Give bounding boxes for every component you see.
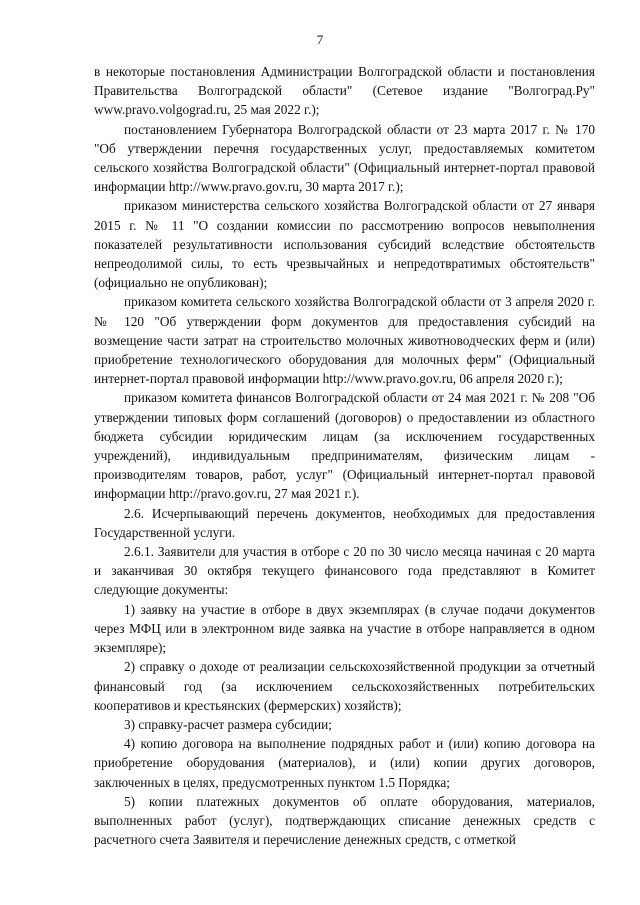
paragraph-governor-decree: постановлением Губернатора Волгоградской области от 23 марта 2017 г. № 170 "Об утверждении перечня государственных услуг, предоставляемых комитетом сельского хозяйства Волгоградской области" (Официальный интернет-портал правовой информации http://www.pravo.gov.ru, 30 марта 2017 г.); [94,121,595,195]
section-2-6-1: 2.6.1. Заявители для участия в отборе с 20 по 30 число месяца начиная с 20 марта и заканчивая 30 октября текущего финансового года представляют в Комитет следующие документы: [94,544,595,598]
paragraph-ministry-order: приказом министерства сельского хозяйства Волгоградской области от 27 января 2015 г. № 11 "О создании комиссии по рассмотрению вопросов невыполнения показателей результативности использования субсидий вследствие обстоятельств непреодолимой силы, то есть чрезвычайных и непредотвратимых обстоятельств" (официально не опубликован); [94,198,595,291]
paragraph-committee-order: приказом комитета сельского хозяйства Волгоградской области от 3 апреля 2020 г. № 120 "Об утверждении форм документов для предоставления субсидий на возмещение части затрат на строительство молочных животноводческих ферм и (или) приобретение технологического оборудования для молочных ферм" (Официальный интернет-портал правовой информации http://www.pravo.gov.ru, 06 апреля 2020 г.); [94,294,595,387]
list-item-5: 5) копии платежных документов об оплате оборудования, материалов, выполненных работ (услуг), подтверждающих списание денежных средств с расчетного счета Заявителя и перечисление денежных средств, с отметкой [94,793,595,848]
section-2-6-heading: 2.6. Исчерпывающий перечень документов, необходимых для предоставления Государственной услуги. [94,505,595,540]
document-body [94,62,595,849]
list-item-1: 1) заявку на участие в отборе в двух экземплярах (в случае подачи документов через МФЦ или в электронном виде заявка на участие в отборе направляется в одном экземпляре); [94,601,595,656]
paragraph-finance-order: приказом комитета финансов Волгоградской области от 24 мая 2021 г. № 208 "Об утверждении типовых форм соглашений (договоров) о предоставлении из областного бюджета субсидии юридическим лицам (за исключением государственных учреждений), индивидуальным предпринимателям, физическим лицам - производителям товаров, работ, услуг" (Официальный интернет-портал правовой информации http://pravo.gov.ru, 27 мая 2021 г.). [94,390,595,502]
page-number: 7 [316,32,324,47]
paragraph-continuation: в некоторые постановления Администрации Волгоградской области и постановления Правительства Волгоградской области" (Сетевое издание "Волгоград.Ру" www.pravo.volgograd.ru, 25 мая 2022 г.); [94,64,595,118]
list-item-4: 4) копию договора на выполнение подрядных работ и (или) копию договора на приобретение оборудования (материалов), и (или) копии других договоров, заключенных в целях, предусмотренных пунктом 1.5 Порядка; [94,736,595,790]
list-item-2: 2) справку о доходе от реализации сельскохозяйственной продукции за отчетный финансовый год (за исключением сельскохозяйственных потребительских кооперативов и крестьянских (фермерских) хозяйств); [94,659,595,713]
list-item-3: 3) справку-расчет размера субсидии; [124,716,332,732]
